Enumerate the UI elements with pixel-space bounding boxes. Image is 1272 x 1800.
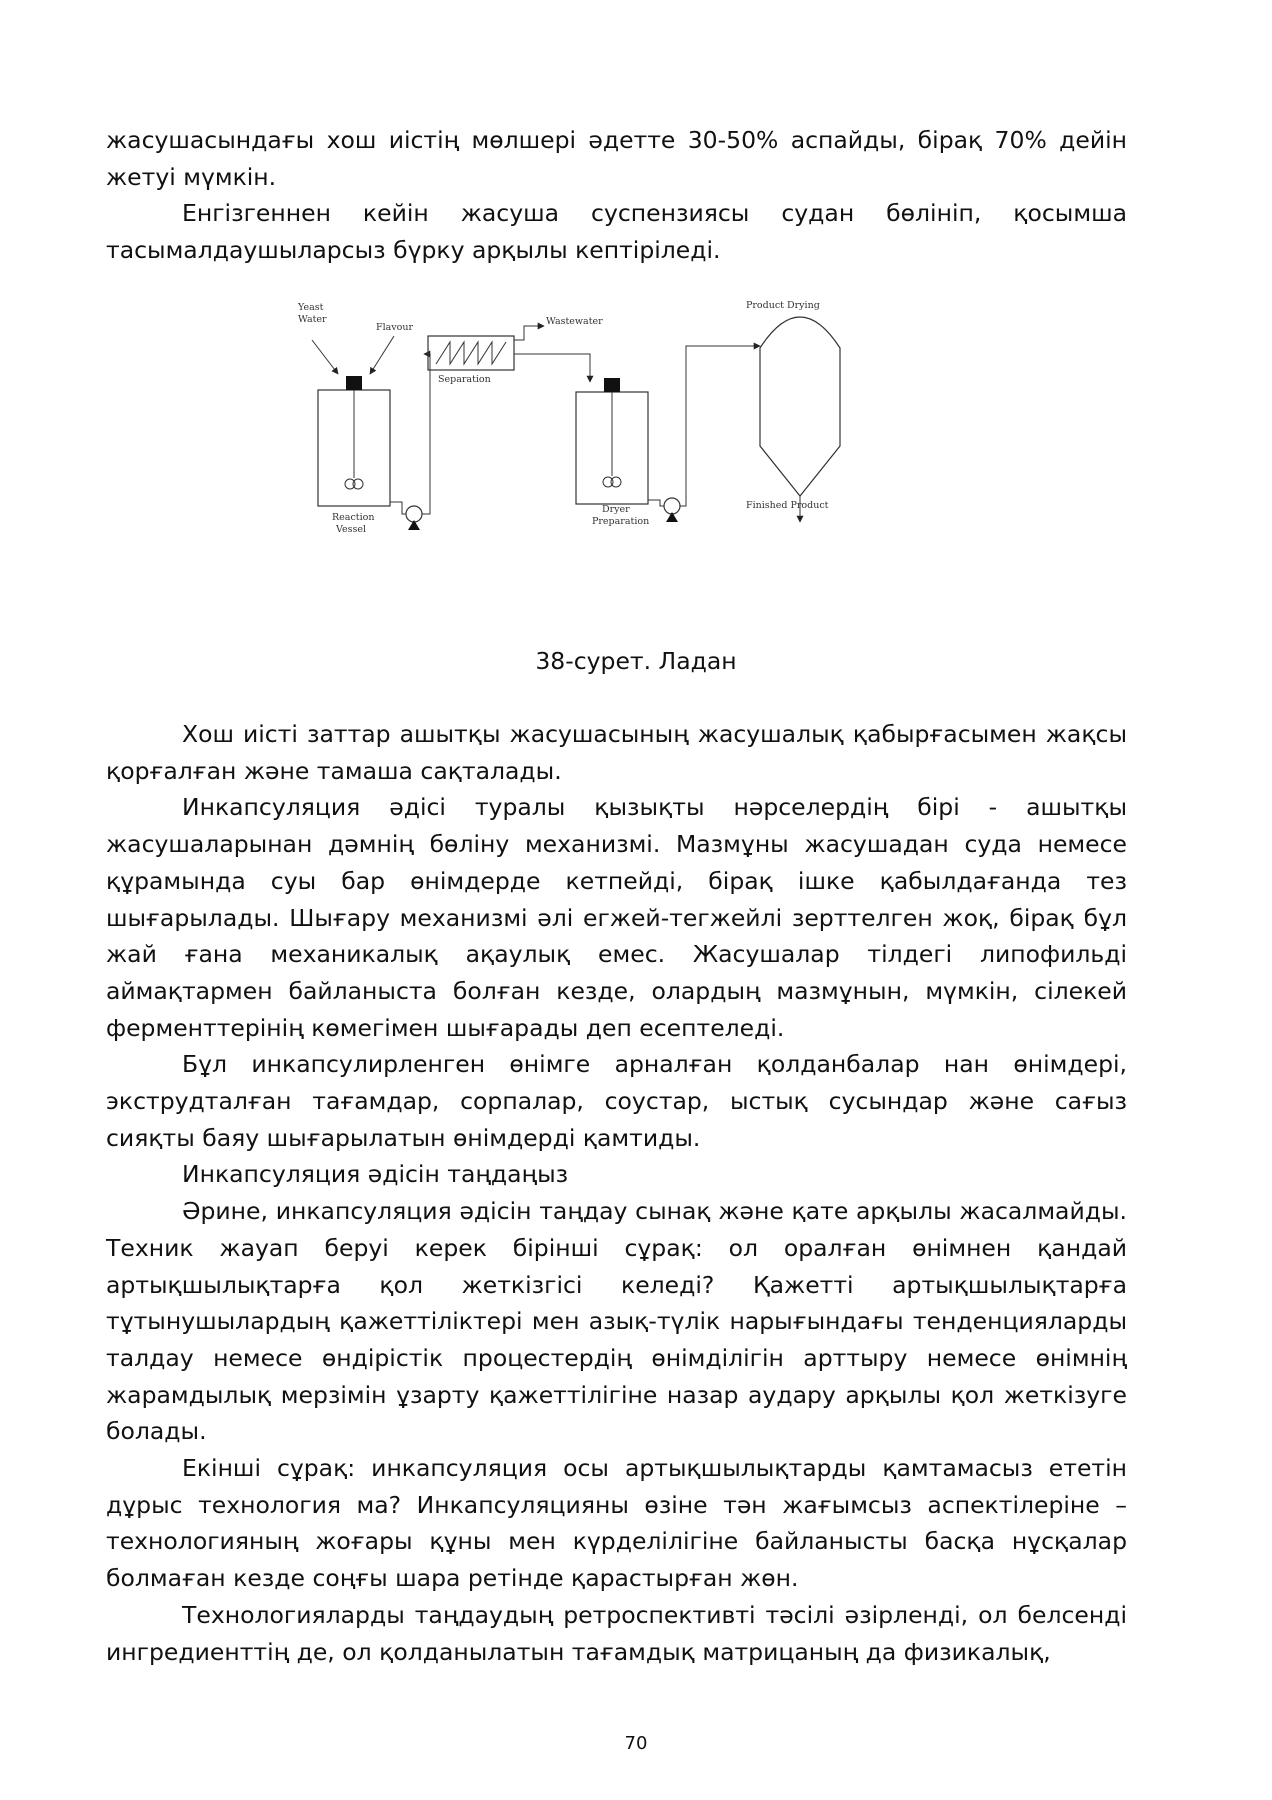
dryer-preparation-vessel bbox=[576, 378, 648, 504]
paragraph: Бұл инкапсулирленген өнімге арналған қолданбалар нан өнімдері, экструдталған тағамдар, сорпалар, соустар, ыстық сусындар және сағыз сияқты баяу шығарылатын өнімдерді қамтиды. bbox=[106, 1050, 1127, 1152]
dryer-label: Dryer bbox=[602, 504, 630, 515]
water-label: Water bbox=[298, 314, 327, 325]
top-text-block bbox=[106, 122, 1127, 269]
paragraph-continuation: жасушасындағы хош иістің мөлшері әдетте 30-50% аспайды, бірақ 70% дейін жетуі мүмкін. bbox=[106, 126, 1127, 191]
paragraph: Инкапсуляция әдісі туралы қызықты нәрселердің бірі - ашытқы жасушаларынан дәмнің бөліну механизмі. Мазмұны жасушадан суда немесе құрамында суы бар өнімдерде кетпейді, бірақ ішке қабылдағанда тез шығарылады. Шығару механизмі әлі егжей-тегжейлі зерттелген жоқ, бірақ бұл жай ғана механикалық ақаулық емес. Жасушалар тілдегі липофильді аймақтармен байланыста болған кезде, олардың мазмұнын, мүмкін, сілекей ферменттерінің көмегімен шығарады деп есептеледі. bbox=[106, 793, 1127, 1042]
flavour-label: Flavour bbox=[376, 322, 414, 333]
separation-unit bbox=[428, 336, 514, 370]
vessel-label: Vessel bbox=[336, 524, 367, 535]
pump-1 bbox=[406, 506, 422, 530]
section-heading: Инкапсуляция әдісін таңдаңыз bbox=[182, 1160, 569, 1189]
process-diagram-svg bbox=[290, 296, 950, 616]
wastewater-label: Wastewater bbox=[546, 316, 603, 327]
paragraph: Хош иісті заттар ашытқы жасушасының жасушалық қабырғасымен жақсы қорғалған және тамаша сақталады. bbox=[106, 720, 1127, 785]
page-number: 70 bbox=[624, 1733, 648, 1754]
main-text-block bbox=[106, 716, 1127, 1670]
paragraph: Технологияларды таңдаудың ретроспективті тәсілі әзірленді, ол белсенді ингредиенттің де, ол қолданылатын тағамдық матрицаның да физикалық, bbox=[106, 1600, 1127, 1666]
pump-2 bbox=[664, 498, 680, 522]
reaction-vessel bbox=[318, 376, 390, 506]
reaction-label: Reaction bbox=[332, 512, 375, 523]
paragraph: Әрине, инкапсуляция әдісін таңдау сынақ және қате арқылы жасалмайды. Техник жауап беруі керек бірінші сұрақ: ол оралған өнімнен қандай артықшылықтарға қол жеткізгісі келеді? Қажетті артықшылықтарға тұтынушылардың қажеттіліктері мен азық-түлік нарығындағы тенденцияларды талдау немесе өндірістік процестердің өнімділігін арттыру немесе өнімнің жарамдылық мерзімін ұзарту қажеттілігіне назар аудару арқылы қол жеткізуге болады. bbox=[106, 1197, 1127, 1446]
finished-product-label: Finished Product bbox=[746, 500, 829, 511]
separation-label: Separation bbox=[438, 374, 491, 385]
preparation-label: Preparation bbox=[592, 516, 650, 527]
product-dryer bbox=[760, 317, 840, 496]
yeast-label: Yeast bbox=[298, 302, 324, 313]
process-diagram bbox=[290, 296, 950, 616]
paragraph: Екінші сұрақ: инкапсуляция осы артықшылықтарды қамтамасыз ететін дұрыс технология ма? Инкапсуляцияны өзіне тән жағымсыз аспектілеріне – технологияның жоғары құны мен күрделілігіне байланысты басқа нұсқалар болмаған кезде соңғы шара ретінде қарастырған жөн. bbox=[106, 1454, 1127, 1593]
product-drying-label: Product Drying bbox=[746, 300, 820, 311]
figure-caption: 38-сурет. Ладан bbox=[535, 647, 737, 675]
paragraph: Енгізгеннен кейін жасуша суспензиясы судан бөлініп, қосымша тасымалдаушыларсыз бүрку арқылы кептіріледі. bbox=[106, 199, 1127, 265]
